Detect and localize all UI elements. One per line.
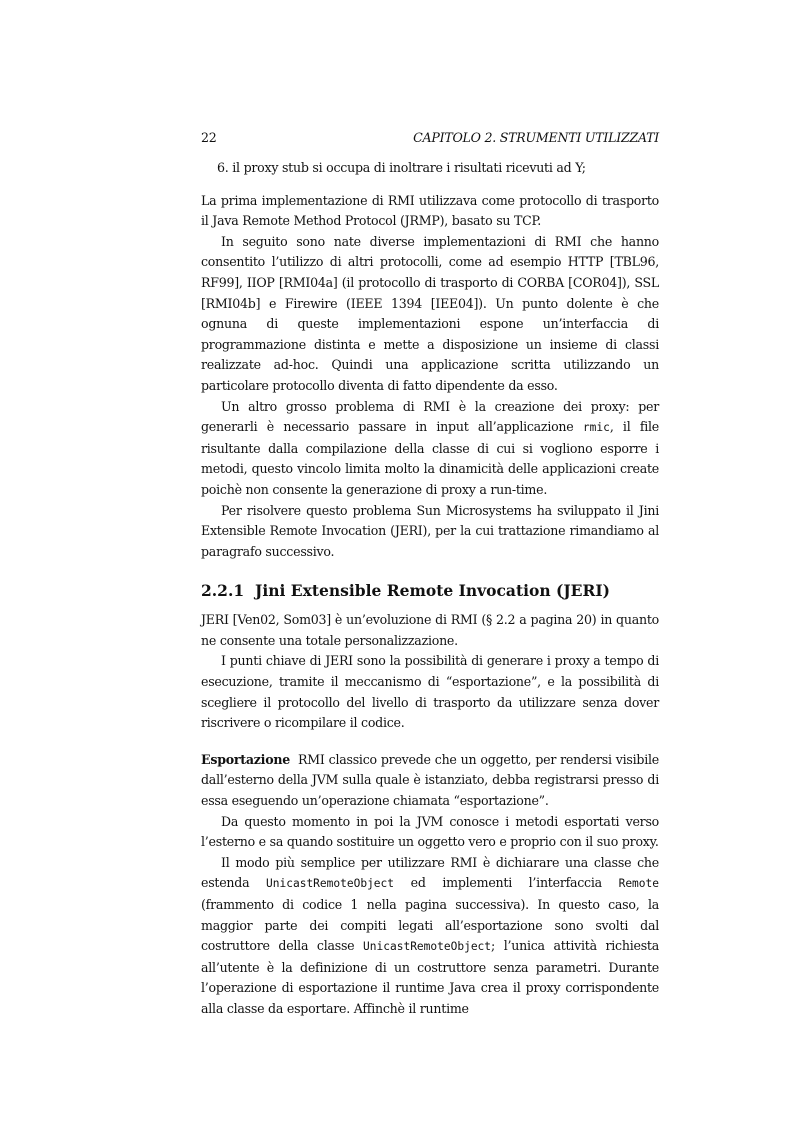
text-run: ; l’unica attività richiesta all’utente è la definizione di un costruttore senza parametri. Durante l’operazione di esportazione il runtime Java crea il proxy corrispondente alla classe da esportare. Affinchè il runtime	[201, 938, 659, 1016]
paragraph: I punti chiave di JERI sono la possibilità di generare i proxy a tempo di esecuzione, tramite il meccanismo di “esportazione”, e la possibilità di scegliere il protocollo del livello di trasporto da utilizzare senza dover riscrivere o ricompilare il codice.	[201, 653, 659, 731]
paragraph: In seguito sono nate diverse implementazioni di RMI che hanno consentito l’utilizzo di altri protocolli, come ad esempio HTTP [TBL96, RF99], IIOP [RMI04a] (il protocollo di trasporto di CORBA [COR04]), SSL [RMI04b] e Firewire (IEEE 1394 [IEE04]). Un punto dolente è che ognuna di queste implementazioni espone un’interfaccia di programmazione distinta e mette a disposizione un insieme di classi realizzate ad-hoc. Quindi una applicazione scritta utilizzando un particolare protocollo diventa di fatto dipendente da esso.	[201, 233, 659, 393]
paragraph	[201, 853, 659, 1020]
section-number: 2.2.1	[201, 581, 245, 601]
inline-code: UnicastRemoteObject	[363, 940, 492, 954]
paragraph	[201, 397, 659, 501]
paragraph: La prima implementazione di RMI utilizzava come protocollo di trasporto il Java Remote Method Protocol (JRMP), basato su TCP.	[201, 192, 659, 229]
paragraph	[201, 750, 659, 812]
text-run: (frammento di codice 1 nella pagina successiva). In questo caso, la maggior parte dei compiti legati all’esportazione sono svolti dal costruttore della classe	[201, 897, 659, 954]
paragraph: JERI [Ven02, Som03] è un’evoluzione di RMI (§ 2.2 a pagina 20) in quanto ne consente una totale personalizzazione.	[201, 612, 659, 648]
text-run: Un altro grosso problema di RMI è la creazione dei proxy: per generarli è necessario passare in input all’applicazione	[201, 398, 659, 435]
inline-code: rmic	[582, 421, 610, 435]
text-run: , il file risultante dalla compilazione della classe di cui si vogliono esporre i metodi, questo vincolo limita molto la dinamicità delle applicazioni create poichè non consente la generazione di proxy a run-time.	[201, 419, 659, 497]
inline-code: Remote	[618, 877, 659, 891]
section-title: Jini Extensible Remote Invocation (JERI)	[255, 581, 610, 601]
paragraph-title: Esportazione	[201, 751, 291, 767]
text-run: ed implementi l’interfaccia	[394, 875, 619, 891]
text-run: RMI classico prevede che un oggetto, per rendersi visibile dall’esterno della JVM sulla quale è istanziato, debba registrarsi presso di essa eseguendo un’operazione chiamata “esportazione”.	[201, 751, 659, 809]
paragraph: Da questo momento in poi la JVM conosce i metodi esportati verso l’esterno e sa quando sostituire un oggetto vero e proprio con il suo proxy.	[201, 813, 659, 850]
running-header	[201, 128, 659, 148]
section-heading	[201, 580, 659, 602]
list-item: 6. il proxy stub si occupa di inoltrare i risultati ricevuti ad Y;	[217, 160, 586, 175]
page-number: 22	[201, 130, 217, 145]
inline-code: UnicastRemoteObject	[266, 877, 395, 891]
paragraph: Per risolvere questo problema Sun Microsystems ha sviluppato il Jini Extensible Remote Invocation (JERI), per la cui trattazione rimandiamo al paragrafo successivo.	[201, 502, 659, 559]
document-page	[201, 128, 659, 1020]
chapter-title: CAPITOLO 2. STRUMENTI UTILIZZATI	[413, 130, 659, 145]
text-run: Il modo più semplice per utilizzare RMI è dichiarare una classe che estenda	[201, 854, 659, 891]
